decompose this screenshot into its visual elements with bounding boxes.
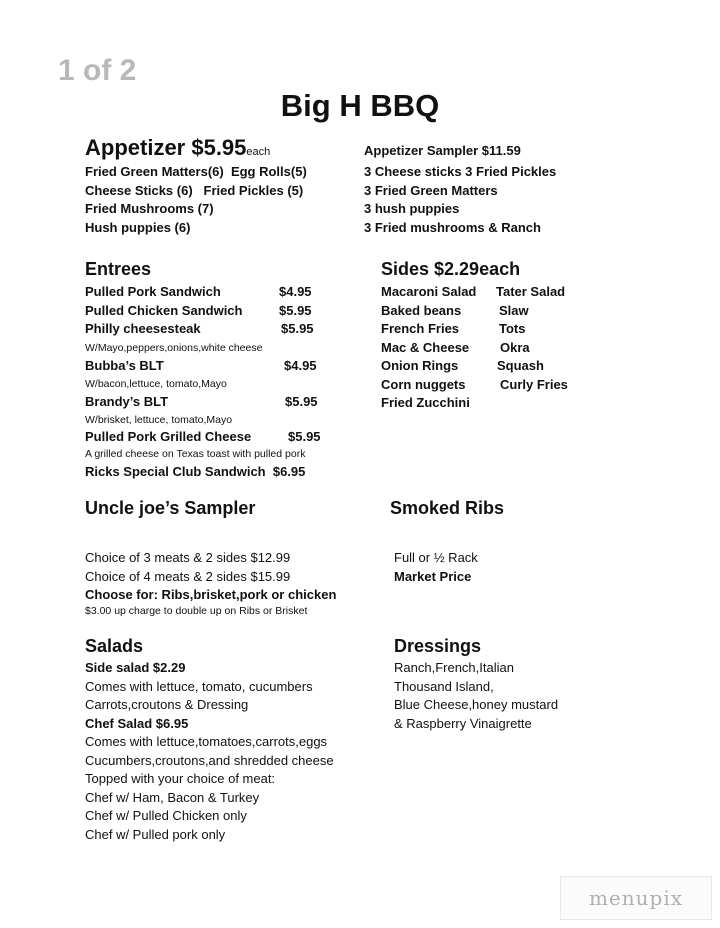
appetizer-row [85,163,307,182]
side-item: Baked beans [381,302,462,318]
entree-name: Bubba’s BLT [85,357,164,373]
appetizer-heading-suffix: each [246,146,271,158]
entree-note: W/bacon,lettuce, tomato,Mayo [85,378,227,390]
ribs-size: Full or ½ Rack [394,550,478,565]
sampler-item: 3 Fried Green Matters [364,182,498,198]
appetizer-heading-text: Appetizer $5.95 [85,135,247,160]
entree-price: $5.95 [288,428,321,444]
sampler-item: 3 hush puppies [364,201,460,216]
appetizer-row [85,200,307,219]
salad-desc-line: Chef w/ Pulled pork only [85,826,226,842]
appetizer-item: Fried Mushrooms (7) [85,201,214,216]
entree-item [85,320,365,339]
sides-row [381,320,601,339]
uncle-joe-line: Choice of 3 meats & 2 sides $12.99 [85,550,291,565]
entree-price: $5.95 [281,321,314,336]
entree-name: Philly cheesesteak [85,321,201,336]
side-item: Onion Rings [381,358,459,373]
appetizer-row [85,219,307,238]
appetizer-item: Hush puppies (6) [85,219,191,235]
appetizer-item: Egg Rolls(5) [230,164,307,179]
sides-row [381,357,601,376]
salad-desc-line: Chef w/ Pulled Chicken only [85,808,247,823]
entree-name: Pulled Pork Grilled Cheese [85,428,252,444]
sides-row [381,394,601,413]
side-item: Tater Salad [496,284,566,299]
entree-price: $5.95 [279,302,312,318]
side-item: Tots [499,321,526,336]
entrees-list [85,283,365,482]
entree-name: Pulled Pork Sandwich [85,284,221,299]
salad-desc-line: Topped with your choice of meat: [85,771,276,786]
uncle-joe-heading: Uncle joe’s Sampler [85,498,256,518]
side-salad-title: Side salad $2.29 [85,660,186,675]
appetizer-item: Cheese Sticks (6) [85,182,193,198]
side-item: Squash [497,358,544,373]
side-item: Corn nuggets [381,376,466,392]
dressings-heading: Dressings [394,636,482,656]
entree-item [85,463,365,482]
side-item: Okra [500,339,530,355]
sides-row [381,339,601,358]
sampler-item: 3 Cheese sticks 3 Fried Pickles [364,164,557,179]
appetizer-item: Fried Green Matters(6) [85,164,224,179]
salads-heading: Salads [85,636,144,656]
entree-item [85,302,365,321]
side-item: Macaroni Salad [381,284,477,299]
menupix-watermark: menupix [560,876,712,920]
entree-name: Brandy’s BLT [85,394,169,409]
uncle-joe-choose: Choose for: Ribs,brisket,pork or chicken [85,587,337,602]
entree-item [85,428,365,447]
entree-price: $4.95 [284,357,317,373]
sides-heading: Sides $2.29each [381,259,521,279]
side-item: French Fries [381,321,460,336]
appetizer-heading [85,135,270,161]
entree-price: $5.95 [285,394,318,409]
entree-note: W/brisket, lettuce, tomato,Mayo [85,413,233,426]
salad-desc-line: Comes with lettuce, tomato, cucumbers [85,678,313,694]
dressing-line: Thousand Island, [394,678,494,694]
sides-row [381,302,601,321]
entree-name: Pulled Chicken Sandwich [85,302,243,318]
dressing-line: Ranch,French,Italian [394,660,514,675]
salad-desc-line: Carrots,croutons & Dressing [85,697,249,712]
dressing-line: Blue Cheese,honey mustard [394,697,559,712]
entree-note: A grilled cheese on Texas toast with pulled pork [85,448,306,460]
salad-desc-line: Comes with lettuce,tomatoes,carrots,eggs [85,734,328,749]
entree-price: $4.95 [279,284,312,299]
entree-note: W/Mayo,peppers,onions,white cheese [85,341,263,354]
sides-list [381,283,601,413]
page-count: 1 of 2 [58,54,137,87]
entree-price: $6.95 [272,464,306,479]
sampler-heading: Appetizer Sampler $11.59 [364,143,521,158]
appetizer-list [85,163,307,237]
salad-desc-line: Cucumbers,croutons,and shredded cheese [85,752,334,768]
entree-item [85,283,365,302]
salads-list [85,659,334,844]
dressing-line: & Raspberry Vinaigrette [394,715,532,731]
sides-row [381,283,601,302]
chef-salad-title: Chef Salad $6.95 [85,715,189,731]
restaurant-title: Big H BBQ [280,88,440,123]
entree-item [85,393,365,412]
uncle-joe-line: Choice of 4 meats & 2 sides $15.99 [85,569,291,584]
entree-name: Ricks Special Club Sandwich [85,464,266,479]
salad-desc-line: Chef w/ Ham, Bacon & Turkey [85,789,260,805]
dressings-list [394,659,558,733]
entree-item [85,357,365,376]
uncle-joe-note: $3.00 up charge to double up on Ribs or Brisket [85,605,308,617]
appetizer-item: Fried Pickles (5) [203,182,304,198]
appetizer-row [85,182,307,201]
side-item: Mac & Cheese [381,339,470,355]
sampler-list [364,163,556,237]
ribs-heading: Smoked Ribs [390,498,505,518]
entrees-heading: Entrees [85,259,152,279]
ribs-price: Market Price [394,569,472,584]
sampler-item: 3 Fried mushrooms & Ranch [364,219,541,235]
side-item: Curly Fries [500,376,568,392]
side-item: Fried Zucchini [381,395,470,410]
side-item: Slaw [499,302,529,318]
sides-row [381,376,601,395]
